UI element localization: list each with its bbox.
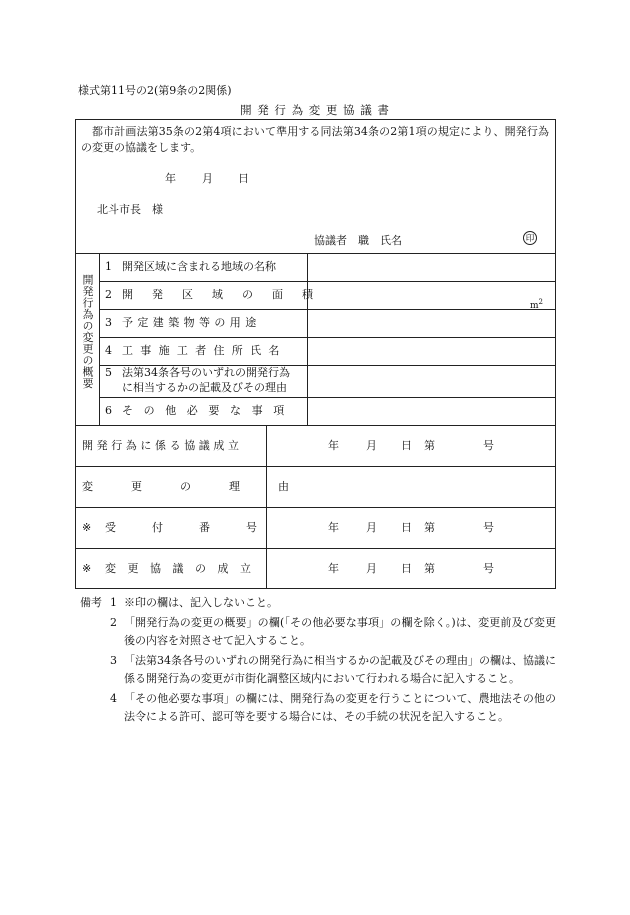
summary-row-label-line1: 法第34条各号のいずれの開発行為 (122, 366, 290, 379)
note-text: 「法第34条各号のいずれの開発行為に相当するかの記載及びその理由」の欄は、協議に係る開発行為の変更が市街化調整区域内において行われる場合に記入すること。 (124, 654, 556, 685)
date-day-label: 日 (238, 172, 249, 185)
note-number: 2 (110, 616, 117, 629)
table-rule (75, 253, 556, 254)
table-rule (266, 425, 267, 589)
summary-row-num: 6 (105, 404, 112, 417)
date-year-label: 年 (328, 439, 339, 452)
note-item (80, 614, 556, 650)
note-number: 3 (110, 654, 117, 667)
area-unit: $m^2$ (530, 298, 544, 311)
table-rule (75, 425, 556, 426)
date-day-label: 日 (401, 521, 412, 534)
summary-row-label: 開発区域の面積 (122, 288, 332, 301)
date-day-label: 日 (401, 562, 412, 575)
summary-row-label: 工事施工者住所氏名 (122, 344, 287, 357)
note-text: 「その他必要な事項」の欄には、開発行為の変更を行うことについて、農地法その他の法令による許可、認可等を要する場合には、その手続の状況を記入すること。 (124, 692, 556, 723)
number-prefix: 第 (424, 521, 435, 534)
seal-mark: 印 (523, 231, 537, 245)
number-prefix: 第 (424, 562, 435, 575)
table-rule (99, 281, 556, 282)
note-text: ※印の欄は、記入しないこと。 (124, 596, 278, 609)
summary-row-num: 3 (105, 316, 112, 329)
table-rule (307, 253, 308, 425)
note-item (80, 690, 556, 726)
table-rule (99, 397, 556, 398)
change-agreement-label: 変更協議の成立 (105, 562, 263, 575)
note-item (80, 652, 556, 688)
date-month-label: 月 (366, 562, 377, 575)
note-item (80, 594, 556, 612)
date-month-label: 月 (366, 521, 377, 534)
date-year-label: 年 (328, 562, 339, 575)
number-suffix: 号 (483, 521, 494, 534)
table-rule (75, 466, 556, 467)
change-agreement-mark: ※ (82, 562, 92, 575)
date-month-label: 月 (202, 172, 213, 185)
summary-row-label-line2: に相当するかの記載及びその理由 (122, 381, 287, 394)
table-rule (99, 309, 556, 310)
addressee: 北斗市長 様 (97, 203, 163, 216)
summary-row-label: その他必要な事項 (122, 404, 295, 417)
summary-section-label: 開発行為の変更の概要 (81, 274, 94, 389)
date-year-label: 年 (328, 521, 339, 534)
note-number: 1 (110, 596, 117, 609)
summary-row-label: 開発区域に含まれる地域の名称 (122, 260, 276, 273)
number-suffix: 号 (483, 562, 494, 575)
table-rule (75, 548, 556, 549)
date-year-label: 年 (165, 172, 176, 185)
number-suffix: 号 (483, 439, 494, 452)
note-text: 「開発行為の変更の概要」の欄(「その他必要な事項」の欄を除く。)は、変更前及び変更後の内容を対照させて記入すること。 (124, 616, 556, 647)
number-prefix: 第 (424, 439, 435, 452)
table-rule (75, 507, 556, 508)
summary-row-num: 4 (105, 344, 112, 357)
summary-row-label: 予定建築物等の用途 (122, 316, 261, 329)
intro-text: 都市計画法第35条の2第4項において準用する同法第34条の2第1項の規定により、開発行為の変更の協議をします。 (81, 125, 549, 154)
summary-row-num: 5 (105, 366, 112, 379)
date-day-label: 日 (401, 439, 412, 452)
notes-label: 備考 (80, 596, 102, 609)
change-reason-label: 変更の理由 (82, 480, 327, 493)
notes-section (80, 594, 556, 726)
table-rule (99, 337, 556, 338)
form-id: 様式第11号の2(第9条の2関係) (78, 84, 232, 97)
summary-row-num: 1 (105, 260, 112, 273)
summary-row-num: 2 (105, 288, 112, 301)
applicant-label: 協議者 職 氏名 (314, 234, 402, 247)
date-month-label: 月 (366, 439, 377, 452)
reception-number-label: 受付番号 (105, 521, 293, 534)
reception-mark: ※ (82, 521, 92, 534)
table-rule (99, 253, 100, 425)
note-number: 4 (110, 692, 117, 705)
agreement-label: 開発行為に係る協議成立 (82, 439, 243, 452)
document-title: 開 発 行 為 変 更 協 議 書 (240, 103, 390, 117)
